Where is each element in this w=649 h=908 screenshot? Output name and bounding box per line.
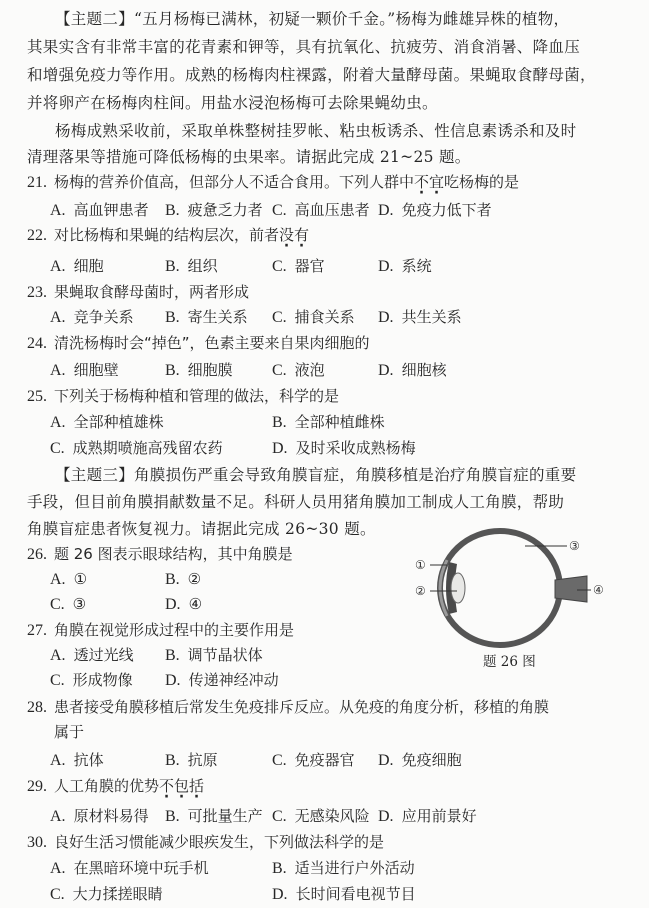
option-letter: A.	[50, 202, 66, 219]
question-26-stem	[27, 544, 293, 565]
theme3-intro-line-1: 【主题三】角膜损伤严重会导致角膜盲症，角膜移植是治疗角膜盲症的重要	[55, 466, 577, 484]
option-text: 共生关系	[401, 308, 462, 326]
option-24-d	[378, 360, 447, 381]
stem-text: 人工角膜的优势	[54, 777, 160, 795]
option-30-b	[272, 858, 415, 879]
question-28-stem-line-2: 属于	[54, 723, 85, 741]
label-4: ④	[593, 583, 604, 597]
option-letter: C.	[50, 440, 65, 457]
stem-text: 果蝇取食酵母菌时，两者形成	[54, 283, 250, 301]
option-letter: C.	[272, 258, 287, 275]
option-28-c	[272, 750, 355, 771]
option-letter: C.	[272, 752, 287, 769]
option-22-b	[165, 256, 218, 277]
option-letter: A.	[50, 860, 66, 877]
option-letter: C.	[50, 596, 65, 613]
option-letter: C.	[272, 808, 287, 825]
question-28-stem	[27, 697, 549, 718]
option-letter: D.	[378, 309, 394, 326]
label-3: ③	[569, 539, 580, 553]
option-letter: D.	[165, 596, 181, 613]
option-28-d	[378, 750, 462, 771]
label-2: ②	[415, 584, 426, 598]
option-text: ②	[187, 570, 202, 588]
question-number: 28.	[27, 699, 47, 716]
option-letter: B.	[165, 752, 180, 769]
option-text: 透过光线	[73, 646, 134, 664]
option-letter: B.	[272, 414, 287, 431]
option-letter: C.	[50, 886, 65, 903]
option-text: 原材料易得	[73, 807, 149, 825]
option-text: 免疫力低下者	[401, 201, 492, 219]
option-text: 捕食关系	[294, 308, 355, 326]
question-number: 30.	[27, 834, 47, 851]
option-letter: B.	[165, 647, 180, 664]
option-26-d	[165, 594, 202, 615]
option-letter: C.	[272, 202, 287, 219]
theme2-intro2-line-1: 杨梅成熟采收前，采取单株整树挂罗帐、粘虫板诱杀、性信息素诱杀和及时	[55, 122, 577, 140]
option-text: 组织	[187, 257, 218, 275]
option-23-b	[165, 307, 248, 328]
option-text: 系统	[401, 257, 432, 275]
option-23-a	[50, 307, 134, 328]
option-letter: A.	[50, 258, 66, 275]
question-number: 23.	[27, 284, 47, 301]
option-text: 应用前景好	[401, 807, 477, 825]
stem-text: 患者接受角膜移植后常发生免疫排斥反应。从免疫的角度分析，移植的角膜	[54, 698, 550, 716]
option-letter: D.	[378, 808, 394, 825]
option-letter: D.	[378, 202, 394, 219]
option-25-d	[272, 438, 416, 459]
option-letter: A.	[50, 647, 66, 664]
option-text: 全部种植雄株	[73, 413, 164, 431]
option-28-b	[165, 750, 218, 771]
option-text: 器官	[294, 257, 325, 275]
question-number: 22.	[27, 227, 47, 244]
option-letter: B.	[272, 860, 287, 877]
option-24-b	[165, 360, 233, 381]
option-26-c	[50, 594, 86, 615]
stem-text: 清洗杨梅时会“掉色”，色素主要来自果肉细胞的	[54, 334, 370, 352]
option-letter: A.	[50, 309, 66, 326]
option-30-d	[272, 884, 416, 905]
option-21-c	[272, 200, 370, 221]
option-text: 寄生关系	[187, 308, 248, 326]
option-29-d	[378, 806, 477, 827]
stem-text: 杨梅的营养价值高，但部分人不适合食用。下列人群中	[54, 173, 415, 191]
option-letter: B.	[165, 202, 180, 219]
option-letter: D.	[378, 362, 394, 379]
option-21-d	[378, 200, 492, 221]
option-30-a	[50, 858, 209, 879]
option-letter: A.	[50, 808, 66, 825]
emphasis-char: 包	[174, 777, 190, 795]
option-text: 成熟期喷施高残留农药	[72, 439, 223, 457]
emphasis-char: 没	[279, 226, 295, 244]
question-21-stem	[27, 172, 519, 193]
option-23-c	[272, 307, 355, 328]
option-22-a	[50, 256, 104, 277]
theme2-intro-line-2: 其果实含有非常丰富的花青素和钾等，具有抗氧化、抗疲劳、消食消暑、降血压	[27, 38, 581, 56]
option-text: ①	[73, 570, 88, 588]
option-letter: D.	[378, 258, 394, 275]
option-letter: B.	[165, 362, 180, 379]
theme3-intro-line-3: 角膜盲症患者恢复视力。请据此完成 26~30 题。	[27, 520, 376, 538]
option-24-c	[272, 360, 325, 381]
option-25-c	[50, 438, 223, 459]
option-21-b	[165, 200, 263, 221]
question-24-stem	[27, 333, 370, 354]
emphasis-char: 不	[414, 173, 430, 191]
theme3-intro-line-2: 手段，但目前角膜捐献数量不足。科研人员用猪角膜加工制成人工角膜，帮助	[27, 493, 565, 511]
option-26-a	[50, 569, 87, 590]
option-text: 免疫器官	[294, 751, 355, 769]
stem-text: 对比杨梅和果蝇的结构层次，前者	[54, 226, 280, 244]
question-29-stem	[27, 776, 204, 797]
option-25-a	[50, 412, 164, 433]
option-22-d	[378, 256, 432, 277]
option-text: 在黑暗环境中玩手机	[73, 859, 209, 877]
option-text: 传递神经冲动	[188, 671, 279, 689]
option-letter: A.	[50, 362, 66, 379]
option-text: 抗体	[73, 751, 104, 769]
option-letter: C.	[272, 309, 287, 326]
theme2-intro-line-3: 和增强免疫力等作用。成熟的杨梅肉柱裸露，附着大量酵母菌。果蝇取食酵母菌，	[27, 66, 596, 84]
eyeball-diagram-icon	[405, 524, 625, 654]
option-text: 疲惫乏力者	[187, 201, 263, 219]
option-text: 无感染风险	[294, 807, 370, 825]
option-27-c	[50, 670, 133, 691]
option-21-a	[50, 200, 149, 221]
option-letter: D.	[165, 672, 181, 689]
option-27-a	[50, 645, 134, 666]
option-24-a	[50, 360, 119, 381]
option-letter: A.	[50, 752, 66, 769]
option-text: 长时间看电视节目	[295, 885, 416, 903]
question-number: 24.	[27, 335, 47, 352]
question-number: 29.	[27, 778, 47, 795]
option-25-b	[272, 412, 385, 433]
option-text: 形成物像	[72, 671, 133, 689]
option-text: ③	[72, 595, 87, 613]
question-number: 25.	[27, 388, 47, 405]
theme2-intro2-line-2: 清理落果等措施可降低杨梅的虫果率。请据此完成 21~25 题。	[27, 148, 471, 166]
option-letter: B.	[165, 309, 180, 326]
question-27-stem	[27, 620, 294, 641]
option-30-c	[50, 884, 163, 905]
option-text: 细胞膜	[187, 361, 233, 379]
stem-text: 题 26 图表示眼球结构，其中角膜是	[54, 545, 293, 563]
option-text: 细胞壁	[73, 361, 119, 379]
option-text: 调节晶状体	[187, 646, 263, 664]
option-27-d	[165, 670, 279, 691]
option-29-a	[50, 806, 149, 827]
option-26-b	[165, 569, 201, 590]
figure-caption: 题 26 图	[483, 654, 536, 670]
question-23-stem	[27, 282, 249, 303]
option-letter: D.	[378, 752, 394, 769]
option-letter: B.	[165, 258, 180, 275]
stem-text: 吃杨梅的是	[444, 173, 520, 191]
option-letter: C.	[272, 362, 287, 379]
option-29-b	[165, 806, 263, 827]
option-text: 细胞核	[401, 361, 447, 379]
option-letter: D.	[272, 440, 288, 457]
option-text: 高血钾患者	[73, 201, 149, 219]
option-22-c	[272, 256, 325, 277]
option-29-c	[272, 806, 370, 827]
question-25-stem	[27, 386, 339, 407]
option-text: 全部种植雌株	[294, 413, 385, 431]
option-text: ④	[188, 595, 203, 613]
option-letter: A.	[50, 414, 66, 431]
option-text: 液泡	[294, 361, 325, 379]
stem-text: 良好生活习惯能减少眼疾发生，下列做法科学的是	[54, 833, 385, 851]
emphasis-char: 不	[159, 777, 175, 795]
option-text: 高血压患者	[294, 201, 370, 219]
option-letter: C.	[50, 672, 65, 689]
theme2-intro-line-1: 【主题二】“五月杨梅已满林，初疑一颗价千金。”杨梅为雌雄异株的植物，	[55, 10, 570, 28]
label-1: ①	[415, 558, 426, 572]
option-text: 竞争关系	[73, 308, 134, 326]
question-number: 21.	[27, 174, 47, 191]
option-text: 大力揉搓眼睛	[72, 885, 163, 903]
question-30-stem	[27, 832, 384, 853]
option-28-a	[50, 750, 104, 771]
question-22-stem	[27, 225, 309, 246]
option-letter: A.	[50, 571, 66, 588]
option-text: 细胞	[73, 257, 104, 275]
option-text: 免疫细胞	[401, 751, 462, 769]
option-text: 抗原	[187, 751, 218, 769]
emphasis-char: 括	[189, 777, 205, 795]
option-letter: B.	[165, 808, 180, 825]
option-letter: D.	[272, 886, 288, 903]
option-letter: B.	[165, 571, 180, 588]
stem-text: 角膜在视觉形成过程中的主要作用是	[54, 621, 295, 639]
question-number: 26.	[27, 546, 47, 563]
stem-text: 下列关于杨梅种植和管理的做法，科学的是	[54, 387, 340, 405]
option-23-d	[378, 307, 462, 328]
theme2-intro-line-4: 并将卵产在杨梅肉柱间。用盐水浸泡杨梅可去除果蝇幼虫。	[27, 94, 438, 112]
question-number: 27.	[27, 622, 47, 639]
emphasis-char: 有	[294, 226, 310, 244]
option-text: 可批量生产	[187, 807, 263, 825]
option-27-b	[165, 645, 263, 666]
option-text: 及时采收成熟杨梅	[295, 439, 416, 457]
emphasis-char: 宜	[429, 173, 445, 191]
option-text: 适当进行户外活动	[294, 859, 415, 877]
